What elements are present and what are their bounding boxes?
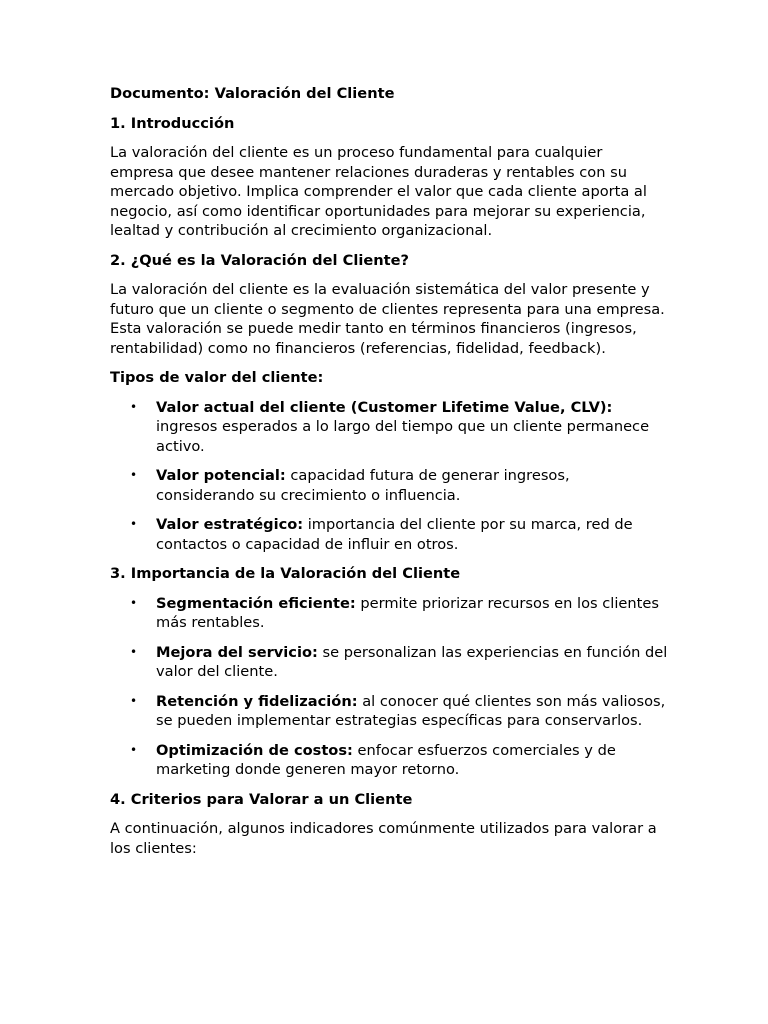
bullet-icon: • [130,742,138,757]
list-item-text: capacidad futura de generar ingresos, considerando su crecimiento o influencia. [156,467,570,504]
document-title: Documento: Valoración del Cliente [110,85,395,102]
list-item-text: enfocar esfuerzos comerciales y de marketing donde generen mayor retorno. [156,741,616,778]
list-item-term: Segmentación eficiente: [156,594,356,612]
list-item [110,643,670,682]
paragraph-que-es: La valoración del cliente es la evaluación sistemática del valor presente y futuro que un cliente o segmento de clientes representa para una empresa. Esta valoración se puede medir tanto en términos financieros (ingresos, rentabilidad) como no financieros (referencias, fidelidad, feedback). [110,281,665,357]
list-item-text: al conocer qué clientes son más valiosos, se pueden implementar estrategias específicas para conservarlos. [156,692,666,729]
list-item [110,515,670,554]
list-item-term: Valor actual del cliente (Customer Lifetime Value, CLV): [156,398,613,416]
list-item-term: Valor estratégico: [156,516,304,533]
paragraph-criterios: A continuación, algunos indicadores comúnmente utilizados para valorar a los clientes: [110,820,657,857]
list-item-term: Retención y fidelización: [156,692,358,710]
bullet-icon: • [130,693,138,708]
list-item [110,692,670,731]
section-heading-introduccion: 1. Introducción [110,114,235,132]
bullet-icon: • [130,399,138,414]
subheading-tipos-de-valor: Tipos de valor del cliente: [110,369,324,386]
list-item [110,741,670,780]
list-item [110,594,670,633]
paragraph-introduccion: La valoración del cliente es un proceso fundamental para cualquier empresa que desee mantener relaciones duraderas y rentables con su mercado objetivo. Implica comprender el valor que cada cliente aporta al negocio, así como identificar oportunidades para mejorar su experiencia, lealtad y contribución al crecimiento organizacional. [110,144,647,239]
list-item-text: importancia del cliente por su marca, red de contactos o capacidad de influir en otros. [156,516,633,553]
list-item [110,398,670,457]
list-item-term: Valor potencial: [156,467,286,484]
section-heading-criterios: 4. Criterios para Valorar a un Cliente [110,790,413,808]
list-item-term: Optimización de costos: [156,741,353,759]
list-item-text: ingresos esperados a lo largo del tiempo que un cliente permanece activo. [156,418,650,455]
list-tipos-de-valor [110,398,670,555]
bullet-icon: • [130,595,138,610]
list-item-term: Mejora del servicio: [156,643,318,661]
list-item-text: se personalizan las experiencias en función del valor del cliente. [156,643,668,680]
section-heading-importancia: 3. Importancia de la Valoración del Cliente [110,565,461,582]
list-item [110,466,670,505]
bullet-icon: • [130,468,138,482]
bullet-icon: • [130,644,138,659]
section-heading-que-es: 2. ¿Qué es la Valoración del Cliente? [110,251,409,269]
document-page [110,84,670,868]
list-importancia [110,594,670,780]
bullet-icon: • [130,517,138,531]
list-item-text: permite priorizar recursos en los clientes más rentables. [156,594,659,631]
